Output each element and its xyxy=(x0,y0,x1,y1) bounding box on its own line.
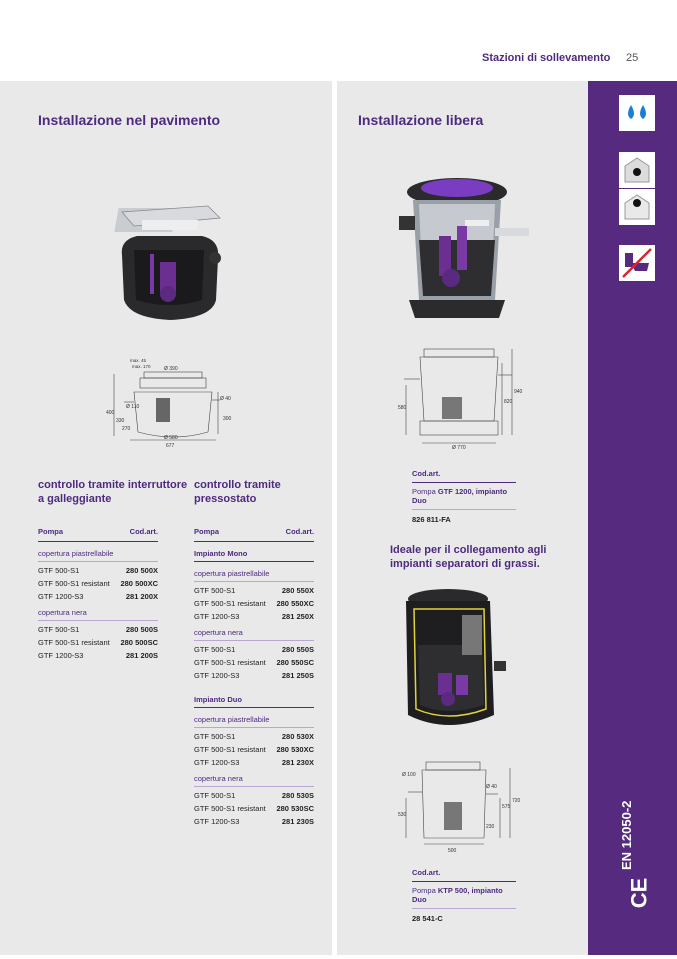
table-row: GTF 1200-S3 281 230S xyxy=(194,817,314,826)
dim-d100: Ø 100 xyxy=(402,772,416,778)
duo-label: Impianto Duo xyxy=(194,695,314,708)
table-row: GTF 500-S1 resistant 280 550SC xyxy=(194,658,314,667)
dim-h720: 720 xyxy=(512,798,521,804)
code-value: 826 811-FA xyxy=(412,515,451,524)
col1-table xyxy=(38,527,158,660)
pump-line: Pompa GTF 1200, impianto Duo xyxy=(412,483,516,510)
dim-d580: Ø 580 xyxy=(164,435,178,441)
group-label: copertura piastrellabile xyxy=(194,715,314,728)
table-row: GTF 500-S1 280 550X xyxy=(194,586,314,595)
dim-max45: max. 45 xyxy=(130,358,147,363)
fat-separator-station-drawing xyxy=(396,758,526,858)
table-row: GTF 500-S1 resistant 280 550XC xyxy=(194,599,314,608)
group-label: copertura piastrellabile xyxy=(194,569,314,582)
col2-table-header: Pompa Cod.art. xyxy=(194,527,314,542)
dim-h300: 300 xyxy=(223,416,232,422)
group-label: copertura nera xyxy=(194,774,314,787)
dim-h230: 230 xyxy=(486,824,495,830)
dim-d110: Ø 110 xyxy=(126,404,140,410)
dim-h820: 820 xyxy=(504,399,513,405)
water-drops-icon xyxy=(619,95,655,131)
table-row: GTF 1200-S3 281 250S xyxy=(194,671,314,680)
table-row: GTF 500-S1 280 530X xyxy=(194,732,314,741)
code-box-1 xyxy=(412,469,516,524)
dim-h530: 530 xyxy=(398,812,407,818)
table-row: GTF 500-S1 resistant 280 500SC xyxy=(38,638,158,647)
free-station-image xyxy=(395,170,535,330)
dim-max170: max. 170 xyxy=(132,364,151,369)
ce-mark: CE xyxy=(626,877,652,909)
no-toilet-icon xyxy=(619,245,655,281)
pump-line: Pompa KTP 500, impianto Duo xyxy=(412,882,516,909)
table-row: GTF 500-S1 280 500S xyxy=(38,625,158,634)
outdoor-house-icon xyxy=(619,189,655,225)
code-label: Cod.art. xyxy=(412,469,516,483)
table-row: GTF 500-S1 280 530S xyxy=(194,791,314,800)
dim-h940: 940 xyxy=(514,389,523,395)
table-row: GTF 1200-S3 281 200X xyxy=(38,592,158,601)
col2-subtitle: controllo tramite pressostato xyxy=(194,479,281,505)
table-row: GTF 1200-S3 281 230X xyxy=(194,758,314,767)
col1-table-header: Pompa Cod.art. xyxy=(38,527,158,542)
ideal-text: Ideale per il collegamento agli impianti separatori di grassi. xyxy=(390,544,547,570)
group-label: copertura nera xyxy=(38,608,158,621)
dim-d390: Ø 390 xyxy=(164,366,178,372)
dim-d40: Ø 40 xyxy=(220,396,231,402)
table-row: GTF 500-S1 resistant 280 530SC xyxy=(194,804,314,813)
dim-h400: 400 xyxy=(106,410,115,416)
dim-d40-2: Ø 40 xyxy=(486,784,497,790)
floor-station-drawing xyxy=(104,352,234,452)
col1-subtitle: controllo tramite interruttore a galleggiante xyxy=(38,479,188,505)
running-header-title: Stazioni di sollevamento xyxy=(482,52,611,64)
dim-h270: 270 xyxy=(122,426,131,432)
table-row: GTF 1200-S3 281 250X xyxy=(194,612,314,621)
dim-h330: 330 xyxy=(116,418,125,424)
group-label: copertura nera xyxy=(194,628,314,641)
table-row: GTF 500-S1 resistant 280 530XC xyxy=(194,745,314,754)
fat-separator-station-image xyxy=(398,585,508,745)
code-label: Cod.art. xyxy=(412,868,516,882)
code-value: 28 541-C xyxy=(412,914,443,923)
standard-label: EN 12050-2 xyxy=(619,800,634,870)
dim-w500: 500 xyxy=(448,848,457,854)
table-row: GTF 500-S1 280 550S xyxy=(194,645,314,654)
free-station-drawing xyxy=(398,345,528,453)
group-label: copertura piastrellabile xyxy=(38,549,158,562)
code-box-2 xyxy=(412,868,516,923)
mono-label: Impianto Mono xyxy=(194,549,314,562)
left-section-title: Installazione nel pavimento xyxy=(38,112,221,128)
dim-d770: Ø 770 xyxy=(452,445,466,451)
floor-station-image xyxy=(112,200,227,330)
right-section-title: Installazione libera xyxy=(358,112,484,128)
indoor-house-icon xyxy=(619,152,655,188)
dim-h580: 580 xyxy=(398,405,407,411)
table-row: GTF 500-S1 resistant 280 500XC xyxy=(38,579,158,588)
page-number: 25 xyxy=(626,52,639,64)
dim-d677: 677 xyxy=(166,443,175,449)
table-row: GTF 500-S1 280 500X xyxy=(38,566,158,575)
dim-h575: 575 xyxy=(502,804,511,810)
table-row: GTF 1200-S3 281 200S xyxy=(38,651,158,660)
col2-table xyxy=(194,527,314,826)
